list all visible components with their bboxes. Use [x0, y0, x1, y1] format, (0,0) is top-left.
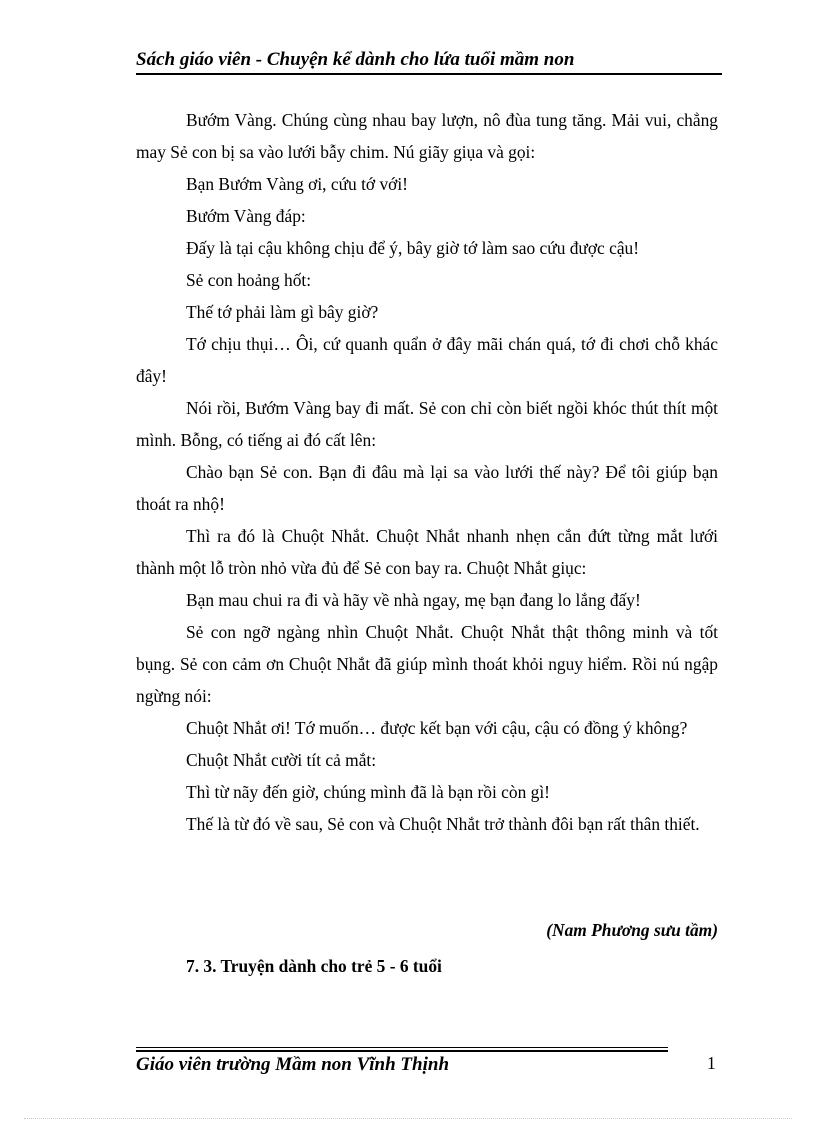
- paragraph: Bạn Bướm Vàng ơi, cứu tớ với!: [186, 174, 408, 194]
- header-rule: [136, 73, 722, 75]
- paragraph: Thì ra đó là Chuột Nhắt. Chuột Nhắt nhanh nhẹn cắn đứt từng mắt lưới thành một lỗ tròn nhỏ vừa đủ để Sẻ con bay ra. Chuột Nhắt giục:: [136, 526, 718, 578]
- paragraph: Sẻ con ngỡ ngàng nhìn Chuột Nhắt. Chuột Nhắt thật thông minh và tốt bụng. Sẻ con cảm ơn Chuột Nhắt đã giúp mình thoát khỏi nguy hiểm. Rồi nú ngập ngừng nói:: [136, 622, 718, 706]
- source-attribution: (Nam Phương sưu tầm): [546, 920, 718, 940]
- footer-text: Giáo viên trường Mầm non Vĩnh Thịnh: [136, 1054, 450, 1075]
- page-header: [136, 48, 722, 72]
- paragraph: Thế tớ phải làm gì bây giờ?: [186, 302, 379, 322]
- page-number: 1: [707, 1053, 716, 1073]
- header-title: Sách giáo viên - Chuyện kể dành cho lứa tuổi mầm non: [136, 49, 575, 70]
- paragraph: Chuột Nhắt cười tít cả mắt:: [186, 750, 377, 770]
- paragraph: Thế là từ đó về sau, Sẻ con và Chuột Nhắt trở thành đôi bạn rất thân thiết.: [186, 814, 700, 834]
- footer-rule-thin: [136, 1047, 668, 1048]
- paragraph: Chuột Nhắt ơi! Tớ muốn… được kết bạn với cậu, cậu có đồng ý không?: [186, 718, 688, 738]
- paragraph: Tớ chịu thụi… Ôi, cứ quanh quẩn ở đây mãi chán quá, tớ đi chơi chỗ khác đây!: [136, 334, 718, 386]
- paragraph: Nói rồi, Bướm Vàng bay đi mất. Sẻ con chỉ còn biết ngồi khóc thút thít một mình. Bỗng, có tiếng ai đó cất lên:: [136, 398, 718, 450]
- paragraph: Sẻ con hoảng hốt:: [186, 270, 312, 290]
- footer-rule-thick: [136, 1050, 668, 1052]
- paragraph: Thì từ nãy đến giờ, chúng mình đã là bạn rồi còn gì!: [186, 782, 550, 802]
- story-body: [136, 104, 718, 840]
- paragraph: Đấy là tại cậu không chịu để ý, bây giờ tớ làm sao cứu được cậu!: [186, 238, 640, 258]
- paragraph: Bướm Vàng. Chúng cùng nhau bay lượn, nô đùa tung tăng. Mải vui, chẳng may Sẻ con bị sa vào lưới bẫy chim. Nú giãy giụa và gọi:: [136, 110, 718, 162]
- section-heading: 7. 3. Truyện dành cho trẻ 5 - 6 tuổi: [186, 956, 442, 976]
- paragraph: Bướm Vàng đáp:: [186, 206, 306, 226]
- paragraph: Bạn mau chui ra đi và hãy về nhà ngay, mẹ bạn đang lo lắng đấy!: [186, 590, 641, 610]
- page-bottom-divider: [24, 1118, 792, 1119]
- paragraph: Chào bạn Sẻ con. Bạn đi đâu mà lại sa vào lưới thế này? Để tôi giúp bạn thoát ra nhộ!: [136, 462, 718, 514]
